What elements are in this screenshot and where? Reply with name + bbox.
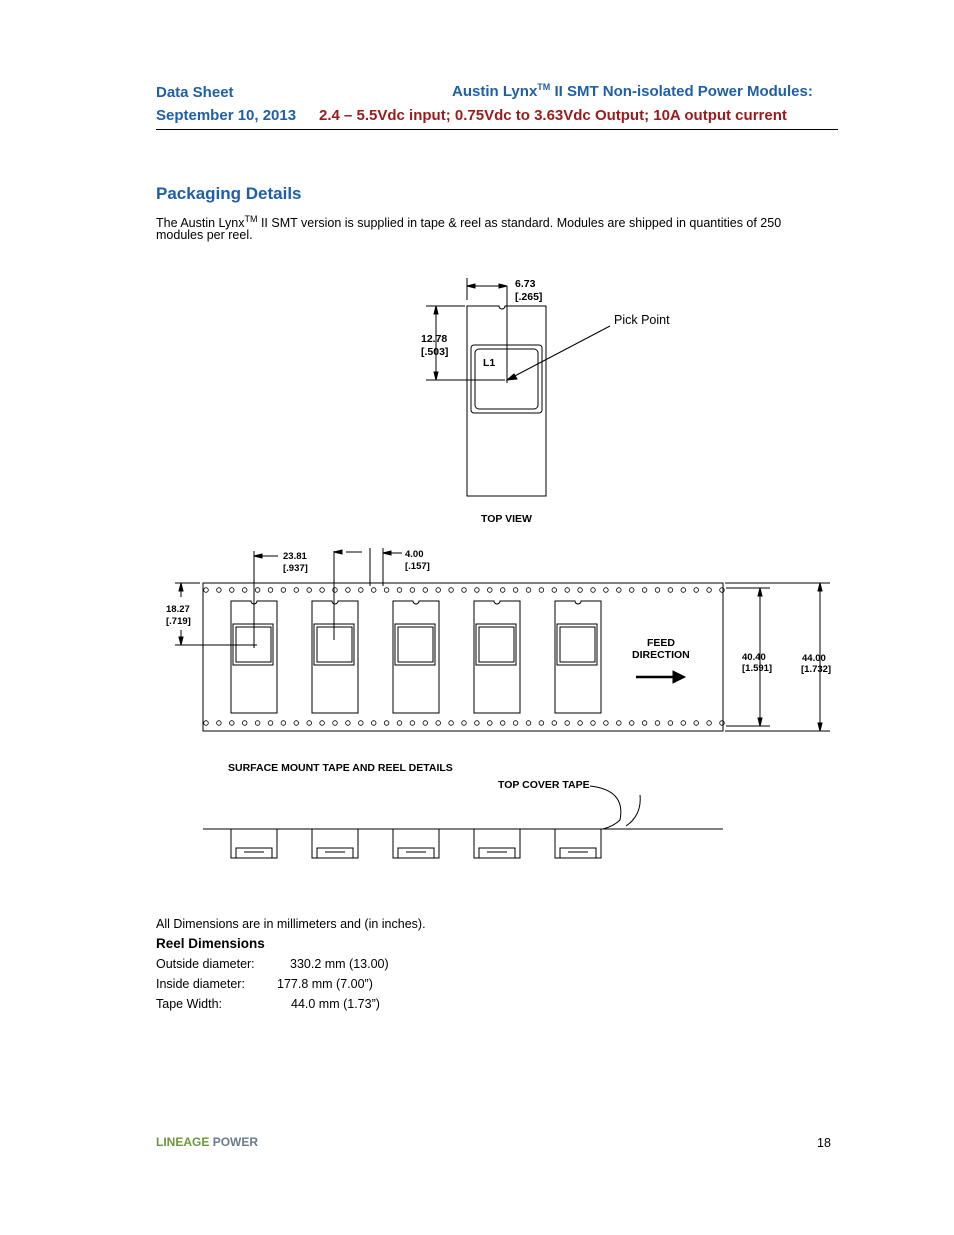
sprocket-hole [565, 721, 570, 726]
sprocket-hole [500, 588, 505, 593]
sprocket-hole [346, 588, 351, 593]
sprocket-hole [333, 721, 338, 726]
sprocket-hole [242, 721, 247, 726]
sprocket-hole [255, 721, 260, 726]
sprocket-hole [307, 588, 312, 593]
sprocket-hole [217, 588, 222, 593]
brand-power: POWER [212, 1135, 259, 1149]
dim-height-in: [.503] [421, 346, 449, 358]
side-view [203, 786, 723, 829]
sprocket-hole [488, 588, 493, 593]
side-pocket-1 [231, 829, 277, 858]
sprocket-hole [397, 721, 402, 726]
doc-type: Data Sheet [156, 84, 234, 101]
sprocket-hole [281, 721, 286, 726]
sprocket-hole [475, 588, 480, 593]
units-note: All Dimensions are in millimeters and (in inches). [156, 917, 426, 931]
doc-date: September 10, 2013 [156, 107, 297, 124]
reel-row-value: 44.0 mm (1.73”) [291, 997, 380, 1011]
sprocket-hole [268, 588, 273, 593]
doc-subtitle: 2.4 – 5.5Vdc input; 0.75Vdc to 3.63Vdc Output; 10A output current [319, 107, 787, 124]
hole-in: [.157] [405, 561, 430, 572]
sprocket-hole [539, 588, 544, 593]
para-rest: II SMT version is supplied in tape & reel as standard. Modules are shipped in quantities of 250 [257, 216, 782, 231]
tape-pocket-5 [555, 601, 601, 713]
sprocket-hole [204, 721, 209, 726]
sprocket-hole [655, 721, 660, 726]
sprocket-hole [578, 721, 583, 726]
top-view-caption: TOP VIEW [481, 513, 532, 525]
inner-width-mm: 40.40 [742, 652, 766, 663]
outer-width-mm: 44.00 [802, 653, 826, 664]
cover-tape-label: TOP COVER TAPE [498, 779, 590, 791]
edge-in: [.719] [166, 616, 191, 627]
footer-brand [156, 1135, 258, 1149]
sprocket-hole [655, 588, 660, 593]
sprocket-hole [526, 721, 531, 726]
sprocket-hole [217, 721, 222, 726]
sprocket-hole [449, 588, 454, 593]
sprocket-hole [578, 588, 583, 593]
dim-height-mm: 12.78 [421, 333, 448, 345]
sprocket-hole [475, 721, 480, 726]
sprocket-hole [320, 588, 325, 593]
sprocket-hole [333, 588, 338, 593]
feed-label-2: DIRECTION [632, 649, 690, 661]
side-pocket-3 [393, 829, 439, 858]
sprocket-hole [204, 588, 209, 593]
dim-width-mm: 6.73 [515, 278, 536, 290]
para-prefix: The Austin Lynx [156, 216, 245, 231]
sprocket-hole [242, 588, 247, 593]
sprocket-hole [720, 588, 725, 593]
tape-caption: SURFACE MOUNT TAPE AND REEL DETAILS [228, 762, 453, 774]
sprocket-hole [320, 721, 325, 726]
sprocket-hole [552, 588, 557, 593]
sprocket-hole [281, 588, 286, 593]
dim-width-in: [.265] [515, 291, 543, 303]
brand-lineage: LINEAGE [156, 1135, 210, 1149]
feed-label-1: FEED [647, 637, 676, 649]
title-suffix: II SMT Non-isolated Power Modules: [550, 83, 813, 100]
sprocket-hole [604, 721, 609, 726]
pitch-mm: 23.81 [283, 551, 307, 562]
sprocket-hole [552, 721, 557, 726]
sprocket-hole [346, 721, 351, 726]
sprocket-hole [397, 588, 402, 593]
reel-row-value: 330.2 mm (13.00) [290, 957, 389, 971]
tape-pocket-2 [312, 601, 358, 713]
sprocket-hole [694, 721, 699, 726]
pick-point-label: Pick Point [614, 313, 670, 327]
sprocket-hole [629, 721, 634, 726]
reel-title: Reel Dimensions [156, 936, 265, 951]
sprocket-hole [513, 721, 518, 726]
sprocket-hole [410, 588, 415, 593]
hole-mm: 4.00 [405, 549, 424, 560]
sprocket-hole [681, 721, 686, 726]
sprocket-hole [707, 721, 712, 726]
sprocket-hole [449, 721, 454, 726]
sprocket-hole [384, 721, 389, 726]
sprocket-hole [707, 588, 712, 593]
sprocket-hole [668, 588, 673, 593]
sprocket-hole [604, 588, 609, 593]
sprocket-hole [500, 721, 505, 726]
para-tm: TM [244, 214, 258, 224]
sprocket-hole [371, 588, 376, 593]
section-title: Packaging Details [156, 184, 302, 203]
sprocket-hole [230, 721, 235, 726]
tape-pocket-3 [393, 601, 439, 713]
title-prefix: Austin Lynx [452, 83, 538, 100]
reel-row-label: Inside diameter: [156, 977, 245, 991]
sprocket-hole [526, 588, 531, 593]
sprocket-hole [617, 721, 622, 726]
side-pocket-4 [474, 829, 520, 858]
sprocket-hole [384, 588, 389, 593]
sprocket-hole [255, 588, 260, 593]
sprocket-hole [410, 721, 415, 726]
sprocket-hole [694, 588, 699, 593]
side-pocket-5 [555, 829, 601, 858]
page-number: 18 [817, 1136, 831, 1150]
sprocket-hole [681, 588, 686, 593]
sprocket-hole [436, 588, 441, 593]
edge-mm: 18.27 [166, 604, 190, 615]
inner-width-in: [1.591] [742, 663, 773, 674]
sprocket-hole [294, 588, 299, 593]
sprocket-hole [591, 588, 596, 593]
sprocket-hole [359, 588, 364, 593]
title-tm: TM [537, 82, 551, 92]
reel-row-value: 177.8 mm (7.00”) [277, 977, 373, 991]
sprocket-hole [294, 721, 299, 726]
feed-arrow-head [673, 671, 685, 683]
sprocket-hole [359, 721, 364, 726]
sprocket-hole [423, 588, 428, 593]
section-paragraph-line2: modules per reel. [156, 228, 253, 242]
sprocket-hole [423, 721, 428, 726]
sprocket-hole [462, 721, 467, 726]
sprocket-hole [539, 721, 544, 726]
tape-pocket-4 [474, 601, 520, 713]
sprocket-hole [488, 721, 493, 726]
sprocket-hole [307, 721, 312, 726]
reel-row-label: Tape Width: [156, 997, 223, 1011]
sprocket-hole [617, 588, 622, 593]
sprocket-hole [436, 721, 441, 726]
sprocket-hole [513, 588, 518, 593]
sprocket-hole [591, 721, 596, 726]
pitch-in: [.937] [283, 563, 308, 574]
sprocket-hole [720, 721, 725, 726]
sprocket-hole [668, 721, 673, 726]
sprocket-hole [642, 721, 647, 726]
sprocket-hole [565, 588, 570, 593]
sprocket-hole [642, 588, 647, 593]
top-view-tape [426, 278, 610, 496]
sprocket-hole [268, 721, 273, 726]
sprocket-hole [462, 588, 467, 593]
sprocket-hole [230, 588, 235, 593]
sprocket-hole [371, 721, 376, 726]
sprocket-hole [629, 588, 634, 593]
outer-width-in: [1.732] [801, 664, 832, 675]
label-l1: L1 [483, 357, 496, 369]
reel-row-label: Outside diameter: [156, 957, 255, 971]
side-pocket-2 [312, 829, 358, 858]
